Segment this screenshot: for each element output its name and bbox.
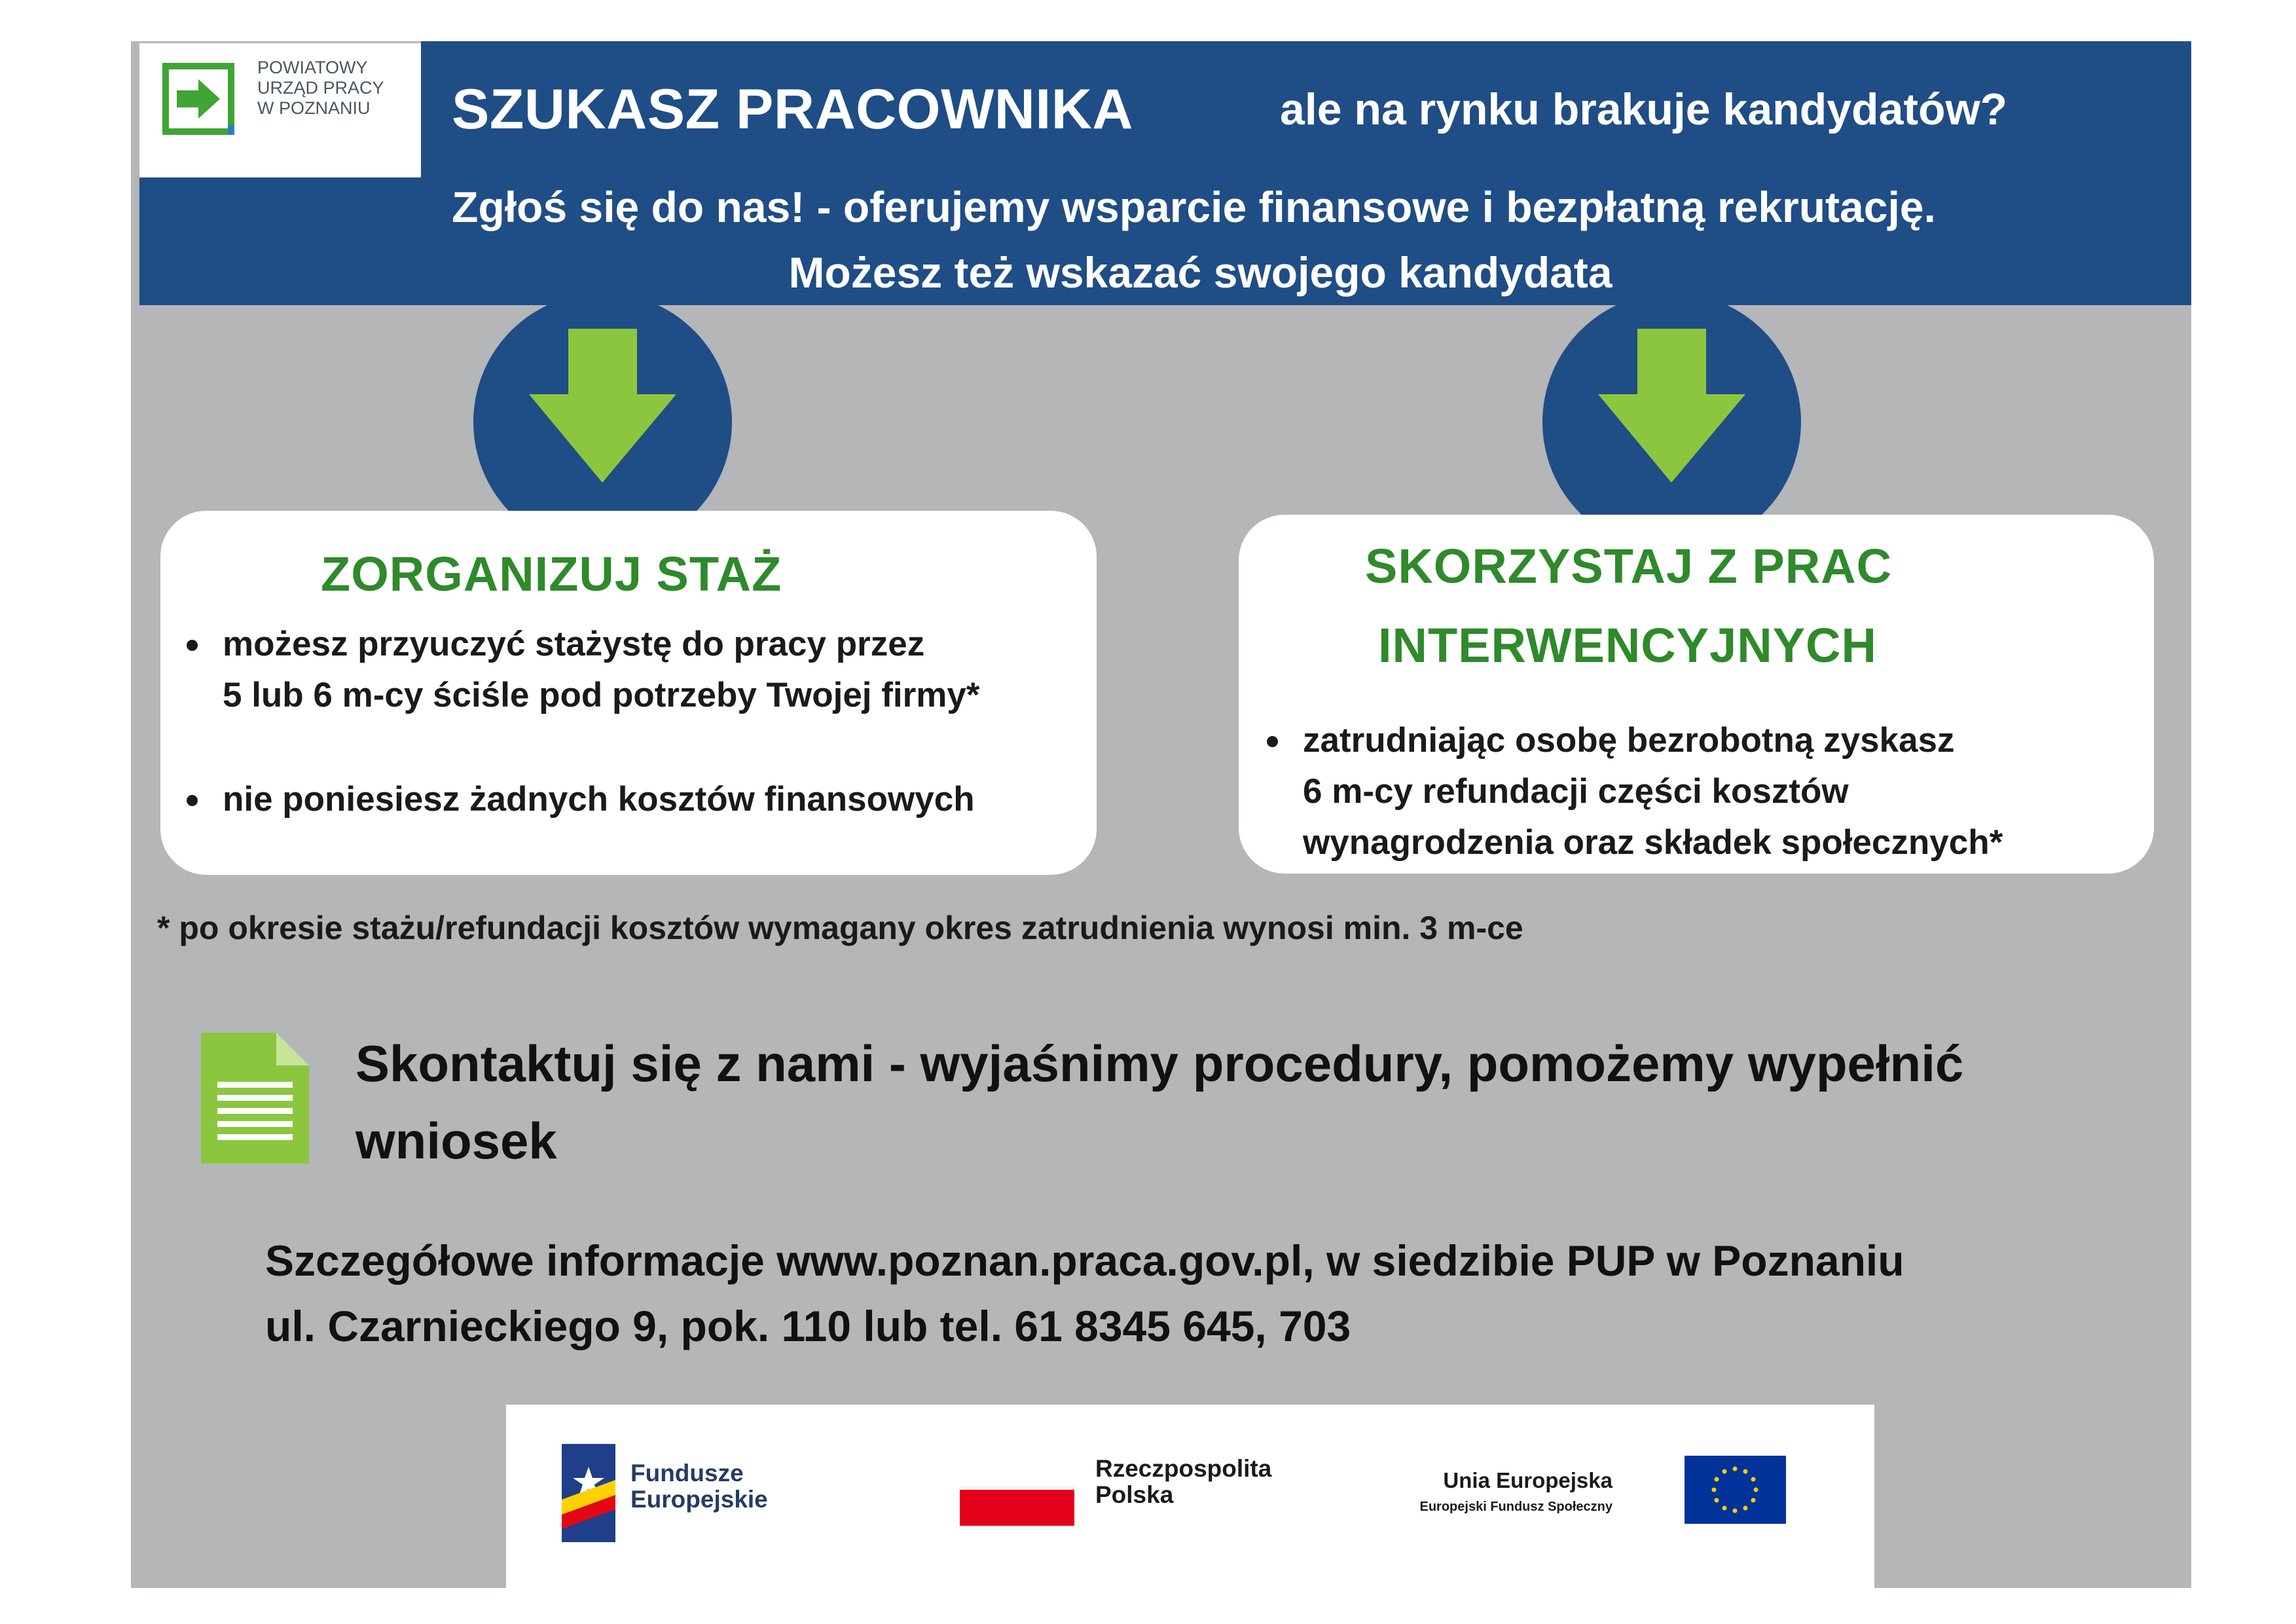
details-text: Szczegółowe informacje www.poznan.praca.gov.pl, w siedzibie PUP w Poznaniu ul. Czarnieckiego 9, pok. 110 lub tel. 61 8345 645, 703 (265, 1236, 1904, 1350)
logo-line-1: POWIATOWY (257, 58, 368, 77)
subtitle-line-1: Zgłoś się do nas! - oferujemy wsparcie finansowe i bezpłatną rekrutację. (452, 183, 1936, 231)
subtitle-line-2: Możesz też wskazać swojego kandydata (788, 248, 1613, 297)
internship-bullet-1: możesz przyuczyć stażystę do pracy przez 5 lub 6 m-cy ściśle pod potrzeby Twojej firmy* (223, 619, 979, 721)
fundusze-europejskie-logo-icon (562, 1444, 615, 1542)
internship-title: ZORGANIZUJ STAŻ (321, 547, 782, 601)
efs-label: Europejski Fundusz Społeczny (1419, 1500, 1613, 1514)
green-arrow-right-icon (162, 63, 234, 135)
logo-line-2: URZĄD PRACY (257, 78, 384, 98)
footnote: * po okresie stażu/refundacji kosztów wymagany okres zatrudnienia wynosi min. 3 m-ce (157, 910, 1523, 946)
bullet-dot (187, 795, 198, 806)
eu-flag-icon (1685, 1456, 1786, 1524)
intervention-title-line-2: INTERWENCYJNYCH (1378, 618, 1877, 673)
logo-line-3: W POZNANIU (257, 98, 371, 118)
internship-bullet-2: nie poniesiesz żadnych kosztów finansowych (223, 774, 975, 825)
headline-title: SZUKASZ PRACOWNIKA (452, 78, 1133, 141)
intervention-title-line-1: SKORZYSTAJ Z PRAC (1365, 539, 1893, 593)
intervention-bullet-1: zatrudniając osobę bezrobotną zyskasz 6 m-cy refundacji części kosztów wynagrodzenia oraz składek społecznych* (1303, 715, 2003, 868)
bullet-dot (187, 640, 198, 651)
pup-logo (139, 43, 421, 177)
document-icon (201, 1033, 309, 1164)
headline-question: ale na rynku brakuje kandydatów? (1280, 84, 2008, 134)
down-arrow-icon (1542, 293, 1801, 551)
unia-europejska-label: Unia Europejska (1443, 1468, 1613, 1492)
contact-text: Skontaktuj się z nami - wyjaśnimy procedury, pomożemy wypełnić wniosek (355, 1035, 1964, 1170)
rzeczpospolita-polska-label: Rzeczpospolita Polska (1095, 1455, 1272, 1508)
fundusze-europejskie-label: Fundusze Europejskie (630, 1460, 768, 1513)
polish-flag-icon (960, 1486, 1074, 1526)
right-arrow-circle (1542, 293, 1801, 551)
funding-logos-bar (506, 1405, 1874, 1591)
bullet-dot (1267, 736, 1278, 747)
